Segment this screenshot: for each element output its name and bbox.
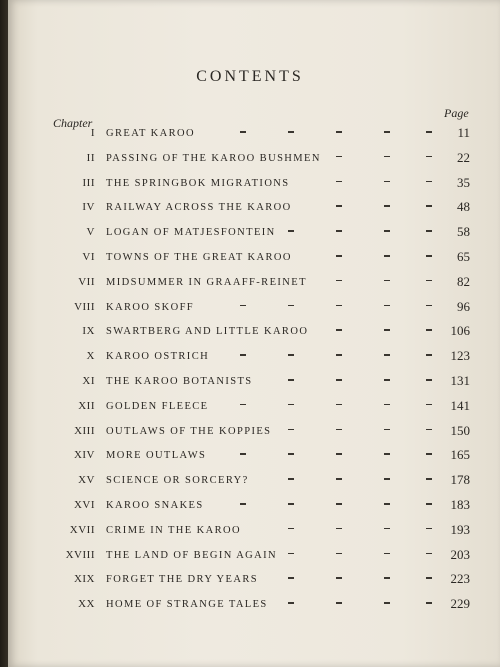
toc-entry	[0, 375, 500, 395]
toc-entry	[0, 422, 500, 445]
page-number: 193	[450, 521, 470, 537]
toc-entry	[0, 397, 500, 420]
toc-entry	[0, 499, 500, 519]
chapter-title: PASSING OF THE KAROO BUSHMEN	[106, 152, 321, 164]
leader-dash	[288, 478, 294, 480]
leader-dash	[336, 131, 342, 133]
leader-dash	[336, 602, 342, 604]
leader-dash	[384, 205, 390, 207]
toc-entry	[0, 298, 500, 321]
chapter-column-header: Chapter	[53, 116, 93, 130]
toc-entry	[0, 350, 500, 370]
leader-dash	[426, 602, 432, 604]
chapter-title: MIDSUMMER IN GRAAFF-REINET	[106, 276, 307, 288]
page-number: 65	[457, 249, 470, 264]
leader-dash	[336, 230, 342, 232]
leader-dash	[240, 503, 246, 505]
leader-dash	[336, 429, 342, 431]
leader-dash	[336, 453, 342, 455]
chapter-number: XV	[78, 474, 95, 487]
chapter-number: XVII	[69, 523, 95, 536]
chapter-title: FORGET THE DRY YEARS	[106, 574, 258, 586]
leader-dash	[384, 230, 390, 232]
chapter-number: XIII	[74, 424, 95, 437]
leader-dash	[384, 131, 390, 133]
leader-dash	[426, 404, 432, 406]
leader-dash	[336, 553, 342, 555]
chapter-title: THE KAROO BOTANISTS	[106, 376, 253, 387]
toc-entry	[0, 598, 500, 618]
leader-dash	[384, 329, 390, 331]
page-number: 183	[450, 497, 470, 512]
leader-dash	[384, 404, 390, 406]
leader-dash	[336, 379, 342, 381]
toc-entry	[0, 127, 500, 147]
page-number: 165	[450, 447, 470, 463]
leader-dash	[426, 478, 432, 480]
page-number: 131	[450, 373, 470, 388]
leader-dash	[288, 528, 294, 530]
leader-dash	[426, 230, 432, 232]
leader-dash	[426, 255, 432, 257]
leader-dash	[288, 305, 294, 307]
page-number: 48	[457, 199, 470, 215]
leader-dash	[336, 503, 342, 505]
leader-dash	[426, 577, 432, 579]
chapter-number: IX	[82, 325, 95, 338]
leader-dash	[336, 156, 342, 158]
toc-entry	[0, 521, 500, 544]
leader-dash	[288, 230, 294, 232]
leader-dash	[336, 354, 342, 356]
leader-dash	[426, 329, 432, 331]
leader-dash	[426, 553, 432, 555]
leader-dash	[288, 453, 294, 455]
toc-entry	[0, 273, 500, 296]
leader-dash	[384, 528, 390, 530]
leader-dash	[288, 404, 294, 406]
leader-dash	[384, 602, 390, 604]
leader-dash	[426, 379, 432, 381]
leader-dash	[240, 354, 246, 356]
leader-dash	[426, 280, 432, 282]
chapter-number: XIX	[73, 573, 95, 586]
page-column-header: Page	[444, 106, 469, 120]
leader-dash	[336, 577, 342, 579]
leader-dash	[384, 305, 390, 307]
toc-entry	[0, 149, 500, 172]
toc-entry	[0, 449, 500, 469]
leader-dash	[240, 453, 246, 455]
chapter-number: XX	[78, 598, 95, 611]
page-number: 22	[457, 149, 470, 165]
chapter-number: II	[86, 151, 95, 164]
page-title: CONTENTS	[196, 68, 304, 85]
leader-dash	[384, 354, 390, 356]
leader-dash	[336, 528, 342, 530]
leader-dash	[426, 305, 432, 307]
leader-dash	[384, 156, 390, 158]
leader-dash	[336, 280, 342, 282]
leader-dash	[384, 379, 390, 381]
leader-dash	[384, 577, 390, 579]
chapter-number: VI	[82, 251, 95, 263]
leader-dash	[336, 329, 342, 331]
chapter-number: VIII	[74, 300, 95, 313]
leader-dash	[426, 181, 432, 183]
chapter-number: VII	[78, 275, 95, 288]
leader-dash	[240, 131, 246, 133]
page-number: 82	[457, 273, 470, 289]
leader-dash	[384, 429, 390, 431]
leader-dash	[240, 305, 246, 307]
chapter-title: THE SPRINGBOK MIGRATIONS	[106, 177, 290, 189]
chapter-number: XVIII	[65, 548, 95, 561]
leader-dash	[336, 181, 342, 183]
leader-dash	[336, 404, 342, 406]
page-number: 141	[450, 397, 470, 413]
leader-dash	[426, 429, 432, 431]
leader-dash	[384, 478, 390, 480]
chapter-title: MORE OUTLAWS	[106, 450, 207, 462]
leader-dash	[384, 503, 390, 505]
chapter-title: LOGAN OF MATJESFONTEIN	[106, 227, 276, 239]
leader-dash	[240, 404, 246, 406]
leader-dash	[426, 205, 432, 207]
leader-dash	[336, 205, 342, 207]
chapter-title: KAROO OSTRICH	[106, 351, 210, 363]
chapter-number: X	[86, 350, 95, 363]
toc-entry	[0, 201, 500, 221]
toc-entry	[0, 174, 500, 197]
toc-entry	[0, 474, 500, 494]
chapter-number: IV	[82, 201, 95, 214]
toc-entry	[0, 251, 500, 271]
leader-dash	[288, 354, 294, 356]
leader-dash	[384, 553, 390, 555]
toc-entry	[0, 546, 500, 569]
chapter-title: THE LAND OF BEGIN AGAIN	[106, 549, 278, 561]
leader-dash	[288, 131, 294, 133]
leader-dash	[426, 528, 432, 530]
chapter-number: XI	[82, 375, 95, 387]
chapter-number: V	[86, 226, 95, 239]
chapter-title: GREAT KAROO	[106, 128, 196, 139]
chapter-title: OUTLAWS OF THE KOPPIES	[106, 425, 272, 437]
leader-dash	[384, 453, 390, 455]
page-number: 229	[450, 596, 470, 612]
leader-dash	[384, 255, 390, 257]
page-number: 178	[450, 472, 470, 488]
leader-dash	[384, 280, 390, 282]
leader-dash	[288, 379, 294, 381]
toc-entry	[0, 226, 500, 246]
leader-dash	[384, 181, 390, 183]
leader-dash	[426, 503, 432, 505]
leader-dash	[288, 503, 294, 505]
chapter-title: SWARTBERG AND LITTLE KAROO	[106, 326, 309, 338]
chapter-title: HOME OF STRANGE TALES	[106, 599, 268, 611]
chapter-title: CRIME IN THE KAROO	[106, 524, 241, 536]
page-number: 123	[450, 348, 470, 364]
page-number: 11	[457, 125, 470, 140]
chapter-number: I	[90, 127, 95, 139]
page-number: 223	[450, 571, 470, 587]
leader-dash	[426, 131, 432, 133]
leader-dash	[288, 553, 294, 555]
leader-dash	[426, 453, 432, 455]
chapter-number: XII	[78, 399, 95, 412]
chapter-number: XIV	[73, 449, 95, 462]
leader-dash	[336, 305, 342, 307]
leader-dash	[288, 577, 294, 579]
chapter-number: XVI	[73, 499, 95, 511]
chapter-title: SCIENCE OR SORCERY?	[106, 475, 249, 487]
chapter-number: III	[82, 176, 95, 189]
chapter-title: GOLDEN FLEECE	[106, 400, 209, 412]
page-number: 96	[457, 298, 470, 314]
chapter-title: KAROO SKOFF	[106, 301, 195, 313]
chapter-title: TOWNS OF THE GREAT KAROO	[106, 252, 292, 263]
leader-dash	[426, 354, 432, 356]
chapter-title: KAROO SNAKES	[106, 500, 204, 511]
leader-dash	[288, 602, 294, 604]
page-number: 150	[450, 422, 470, 438]
toc-entry	[0, 573, 500, 593]
leader-dash	[426, 156, 432, 158]
leader-dash	[288, 429, 294, 431]
page-number: 203	[450, 546, 470, 562]
page-number: 58	[457, 224, 470, 240]
chapter-title: RAILWAY ACROSS THE KAROO	[106, 202, 292, 214]
page-number: 106	[450, 323, 470, 339]
page-number: 35	[457, 174, 470, 190]
toc-entry	[0, 325, 500, 345]
leader-dash	[336, 478, 342, 480]
leader-dash	[336, 255, 342, 257]
